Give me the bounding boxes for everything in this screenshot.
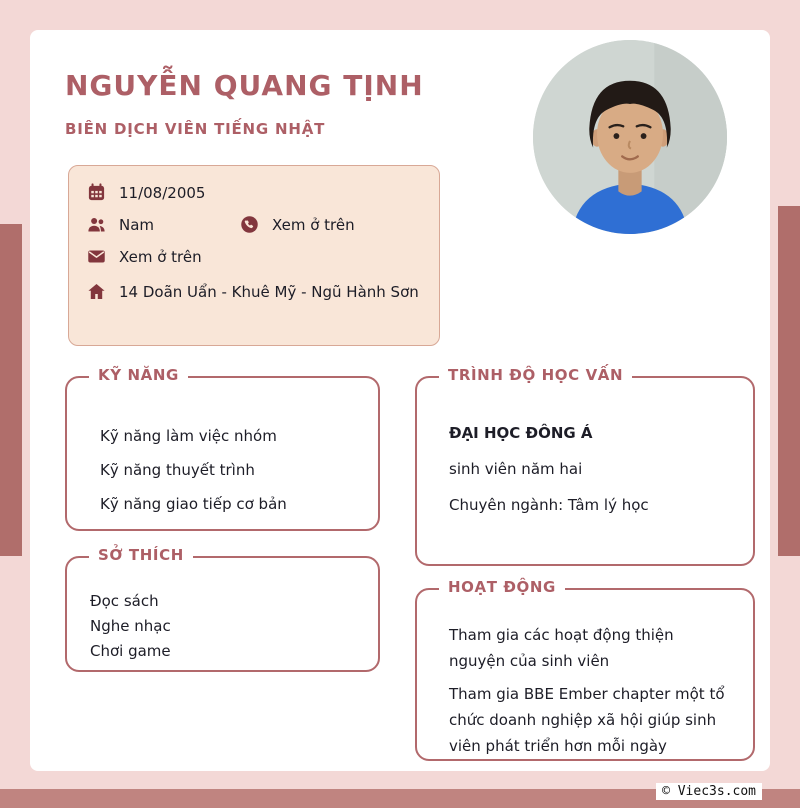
section-hobbies-heading: SỞ THÍCH	[89, 546, 193, 564]
phone-pair	[240, 215, 355, 234]
address-value: 14 Doãn Uẩn - Khuê Mỹ - Ngũ Hành Sơn	[119, 283, 419, 301]
phone-icon	[240, 215, 259, 234]
list-item: Kỹ năng thuyết trình	[100, 461, 255, 479]
list-item: Kỹ năng giao tiếp cơ bản	[100, 495, 287, 513]
home-icon	[87, 282, 106, 301]
contact-row-address	[87, 279, 421, 307]
person-name: NGUYỄN QUANG TỊNH	[65, 69, 424, 102]
job-title: BIÊN DỊCH VIÊN TIẾNG NHẬT	[65, 120, 326, 138]
gender-value: Nam	[119, 215, 155, 234]
section-education-heading: TRÌNH ĐỘ HỌC VẤN	[439, 366, 632, 384]
hobbies-list	[90, 589, 362, 664]
list-item: Kỹ năng làm việc nhóm	[100, 427, 277, 445]
calendar-icon	[87, 183, 106, 202]
education-line: Chuyên ngành: Tâm lý học	[449, 496, 649, 514]
activity-item: Tham gia BBE Ember chapter một tổ chức doanh nghiệp xã hội giúp sinh viên phát triển hơn mỗi ngày	[449, 685, 725, 755]
contact-card	[68, 165, 440, 346]
section-activities	[415, 578, 755, 761]
copyright: © Viec3s.com	[656, 783, 762, 800]
left-accent-bar	[0, 224, 22, 556]
contact-row-gender-phone	[87, 215, 421, 234]
cv-card	[30, 30, 770, 771]
contact-row-email	[87, 247, 421, 266]
phone-value: Xem ở trên	[272, 215, 355, 234]
list-item: Đọc sách	[90, 592, 159, 610]
gender-pair	[87, 215, 227, 234]
people-icon	[87, 215, 106, 234]
section-skills	[65, 366, 380, 531]
email-value: Xem ở trên	[119, 247, 202, 266]
list-item: Chơi game	[90, 642, 171, 660]
list-item: Nghe nhạc	[90, 617, 171, 635]
contact-row-birthdate	[87, 183, 421, 202]
education-line: sinh viên năm hai	[449, 460, 583, 478]
profile-photo	[533, 40, 727, 234]
section-hobbies	[65, 546, 380, 672]
education-school: ĐẠI HỌC ĐÔNG Á	[449, 424, 593, 442]
activity-item: Tham gia các hoạt động thiện nguyện của sinh viên	[449, 626, 674, 670]
right-accent-bar	[778, 206, 800, 556]
section-skills-heading: KỸ NĂNG	[89, 366, 188, 384]
mail-icon	[87, 247, 106, 266]
section-education	[415, 366, 755, 566]
section-activities-heading: HOẠT ĐỘNG	[439, 578, 565, 596]
birthdate-value: 11/08/2005	[119, 183, 206, 202]
skills-list	[100, 426, 362, 514]
